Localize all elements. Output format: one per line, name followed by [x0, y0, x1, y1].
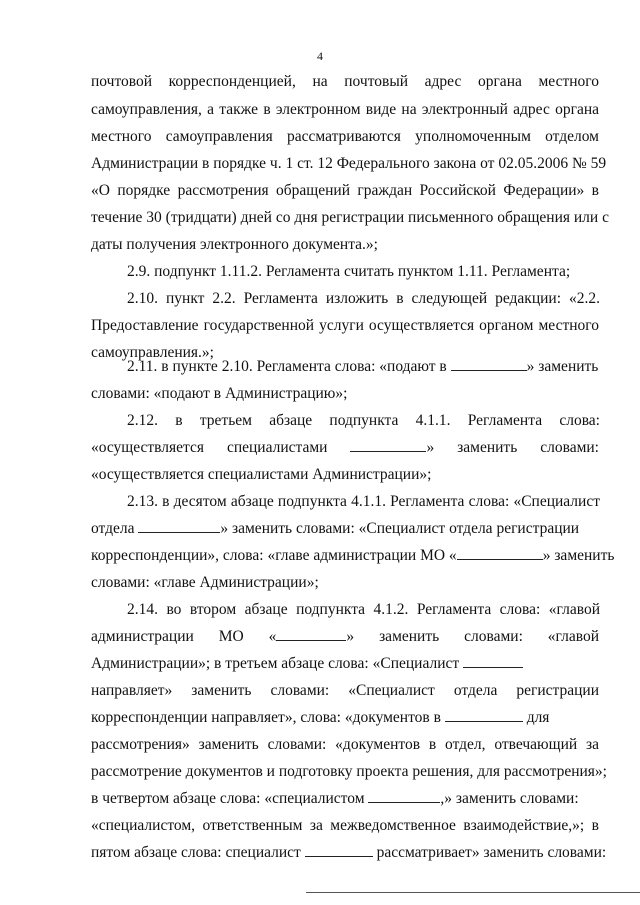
text-line: словами: «подают в Администрацию»; — [91, 385, 348, 402]
text-line: «осуществляется специалистами » заменить словами: — [91, 439, 599, 456]
text-line: 2.12. в третьем абзаце подпункта 4.1.1. Регламента слова: — [127, 412, 600, 429]
text-line: в четвертом абзаце слова: «специалистом ,» заменить словами: — [91, 790, 579, 807]
text-line: отдела » заменить словами: «Специалист отдела регистрации — [91, 520, 580, 537]
blank-field — [457, 547, 543, 560]
text-line: словами: «главе Администрации»; — [91, 574, 319, 591]
text-line: почтовой корреспонденцией, на почтовый адрес органа местного — [91, 73, 599, 90]
blank-field — [463, 655, 523, 668]
text-line: 2.9. подпункт 1.11.2. Регламента считать пунктом 1.11. Регламента; — [127, 263, 571, 280]
text-line: рассмотрения» заменить словами: «документов в отдел, отвечающий за — [91, 736, 599, 753]
blank-field — [451, 358, 527, 371]
text-line: рассмотрение документов и подготовку проекта решения, для рассмотрения»; — [91, 763, 607, 780]
blank-field — [276, 628, 346, 641]
text-line: администрации МО « » заменить словами: «главой — [91, 628, 599, 645]
text-line: 2.10. пункт 2.2. Регламента изложить в следующей редакции: «2.2. — [127, 290, 600, 307]
text-line: «специалистом, ответственным за межведомственное взаимодействие,»; в — [91, 817, 599, 834]
text-line: корреспонденции», слова: «главе администрации МО « » заменить — [91, 547, 615, 564]
text-line: Администрации»; в третьем абзаце слова: «Специалист — [91, 655, 599, 673]
blank-field — [305, 844, 373, 857]
text-line: самоуправления.»; — [91, 344, 214, 361]
text-line: самоуправления, а также в электронном виде на электронный адрес органа — [91, 101, 599, 118]
text-line: Предоставление государственной услуги осуществляется органом местного — [91, 317, 599, 334]
blank-field — [445, 709, 523, 722]
bottom-rule — [306, 892, 640, 893]
text-line: местного самоуправления рассматриваются уполномоченным отделом — [91, 128, 599, 145]
text-line: Администрации в порядке ч. 1 ст. 12 Федерального закона от 02.05.2006 № 59 — [91, 155, 607, 172]
text-line: течение 30 (тридцати) дней со дня регистрации письменного обращения или с — [91, 209, 609, 226]
page-number: 4 — [317, 49, 323, 63]
text-line: пятом абзаце слова: специалист рассматривает» заменить словами: — [91, 844, 607, 861]
text-line: направляет» заменить словами: «Специалист отдела регистрации — [91, 682, 599, 699]
text-line: 2.13. в десятом абзаце подпункта 4.1.1. Регламента слова: «Специалист — [127, 493, 600, 510]
text-line: даты получения электронного документа.»; — [91, 236, 378, 253]
text-line: 2.14. во втором абзаце подпункта 4.1.2. Регламента слова: «главой — [127, 601, 600, 618]
text-line: 2.11. в пункте 2.10. Регламента слова: «подают в » заменить — [127, 358, 599, 375]
blank-field — [138, 520, 220, 533]
text-line: «О порядке рассмотрения обращений граждан Российской Федерации» в — [91, 182, 599, 199]
blank-field — [350, 439, 426, 452]
text-line: корреспонденции направляет», слова: «документов в для — [91, 709, 550, 726]
blank-field — [368, 790, 440, 803]
text-line: «осуществляется специалистами Администрации»; — [91, 466, 432, 483]
